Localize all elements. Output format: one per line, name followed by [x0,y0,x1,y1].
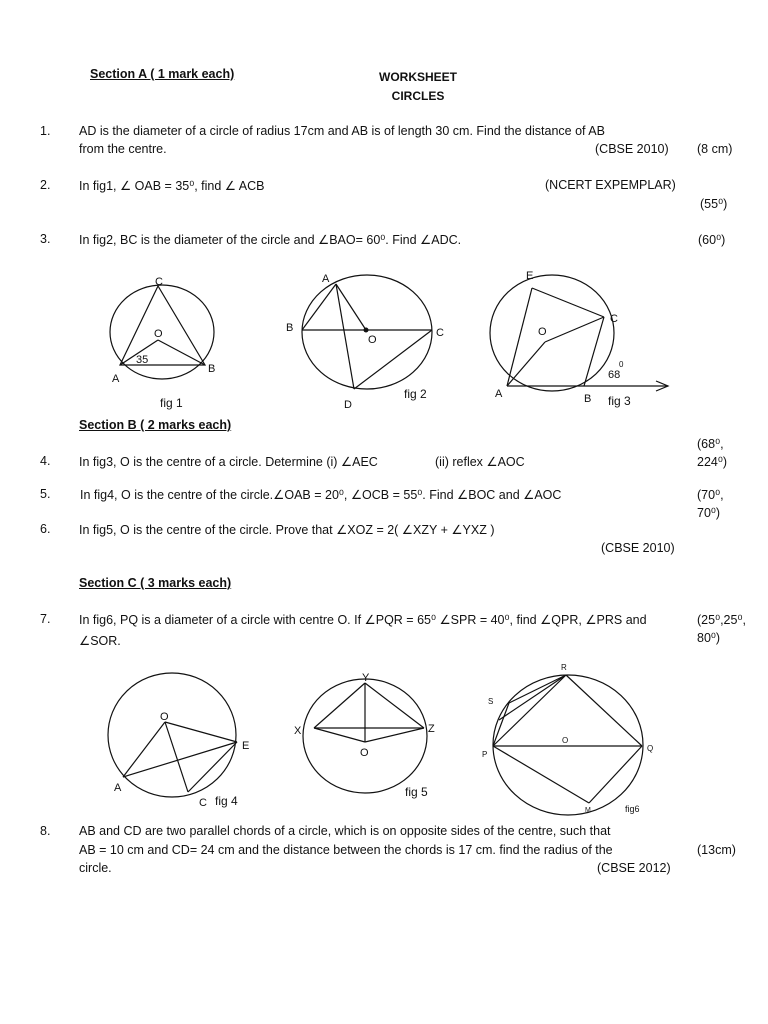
fig5-label-z: Z [428,723,435,735]
question-8-answer: (13cm) [697,843,736,857]
question-3-text: In fig2, BC is the diameter of the circle and ∠BAO= 60⁰. Find ∠ADC. [79,233,462,247]
fig2-label-b: B [286,322,294,334]
fig1-label-a: A [112,373,120,385]
question-7-text-cont: ∠SOR. [79,634,121,648]
fig1-label-o: O [154,328,163,340]
question-1-source: (CBSE 2010) [595,142,669,156]
fig5-label-y: Y [362,672,370,684]
fig4-caption: fig 4 [215,794,238,808]
fig6-label-r: R [561,663,567,672]
question-number: 4. [40,454,51,468]
question-number: 6. [40,522,51,536]
fig3-label-b: B [584,393,592,405]
fig1-caption: fig 1 [160,396,183,410]
question-1-text: AD is the diameter of a circle of radius 17cm and AB is of length 30 cm. Find the distance of AB [79,124,605,138]
fig6-label-q: Q [647,744,654,753]
fig2-label-a: A [322,273,330,285]
section-a-heading: Section A ( 1 mark each) [90,67,235,81]
question-4-answer-line2: 224⁰) [697,455,728,469]
fig3-label-e: E [526,270,534,282]
fig2-caption: fig 2 [404,387,427,401]
fig1-label-b: B [208,363,216,375]
question-number: 1. [40,124,51,138]
question-5-answer-line1: (70⁰, [697,488,724,502]
fig6-label-m: M [585,807,591,814]
figure-5 [290,668,450,808]
figure-2 [280,270,445,415]
question-4-text: In fig3, O is the centre of a circle. Determine (i) ∠AEC [79,455,378,469]
question-3-answer: (60⁰) [698,233,726,247]
fig4-label-o: O [160,711,169,723]
fig3-label-c: C [610,313,618,325]
fig3-caption: fig 3 [608,394,631,408]
fig4-label-c: C [199,797,207,809]
question-8-text-end: circle. [79,861,112,875]
fig4-label-e: E [242,740,250,752]
fig3-label-a: A [495,388,503,400]
question-2-source: (NCERT EXPEMPLAR) [545,178,676,192]
fig6-label-p: P [482,750,488,759]
figure-4 [100,665,270,815]
question-6-text: In fig5, O is the centre of the circle. Prove that ∠XOZ = 2( ∠XZY + ∠YXZ ) [79,523,495,537]
question-7-answer-line1: (25⁰,25⁰, [697,613,746,627]
fig3-label-o: O [538,326,547,338]
worksheet-subtitle: CIRCLES [391,89,445,103]
question-6-source: (CBSE 2010) [601,541,675,555]
fig4-label-a: A [114,782,122,794]
question-5-text: In fig4, O is the centre of the circle.∠OAB = 20⁰, ∠OCB = 55⁰. Find ∠BOC and ∠AOC [80,488,562,502]
question-7-text: In fig6, PQ is a diameter of a circle with centre O. If ∠PQR = 65⁰ ∠SPR = 40⁰, find ∠QPR, ∠PRS and [79,613,647,627]
fig6-label-o: O [562,736,569,745]
question-7-answer-line2: 80⁰) [697,631,721,645]
question-number: 2. [40,178,51,192]
question-4-text-part2: (ii) reflex ∠AOC [435,455,525,469]
section-b-heading: Section B ( 2 marks each) [79,418,232,432]
question-8-text-cont: AB = 10 cm and CD= 24 cm and the distance between the chords is 17 cm. find the radius of the [79,843,613,857]
question-8-source: (CBSE 2012) [597,861,671,875]
question-number: 7. [40,612,51,626]
fig3-label-angle: 68 [608,369,621,381]
question-1-answer: (8 cm) [697,142,733,156]
question-1-text-cont: from the centre. [79,142,167,156]
figure-6 [475,660,675,820]
fig6-caption: fig6 [625,804,640,814]
fig2-label-d: D [344,399,352,411]
figure-3 [480,265,680,415]
fig5-caption: fig 5 [405,785,428,799]
question-8-text: AB and CD are two parallel chords of a circle, which is on opposite sides of the centre, such that [79,824,611,838]
fig6-label-s: S [488,697,494,706]
fig1-label-angle: 35 [136,354,149,366]
fig5-label-x: X [294,725,302,737]
fig2-label-o: O [368,334,377,346]
question-4-answer-line1: (68⁰, [697,437,724,451]
fig2-label-c: C [436,327,444,339]
fig5-label-o: O [360,747,369,759]
question-number: 3. [40,232,51,246]
section-c-heading: Section C ( 3 marks each) [79,576,232,590]
question-5-answer-line2: 70⁰) [697,506,721,520]
figure-1 [100,270,230,415]
question-2-answer: (55⁰) [700,197,728,211]
fig3-label-deg: 0 [619,360,624,369]
question-2-text: In fig1, ∠ OAB = 35⁰, find ∠ ACB [79,179,265,193]
fig1-label-c: C [155,276,163,288]
question-number: 8. [40,824,51,838]
worksheet-title: WORKSHEET [379,70,457,84]
question-number: 5. [40,487,51,501]
